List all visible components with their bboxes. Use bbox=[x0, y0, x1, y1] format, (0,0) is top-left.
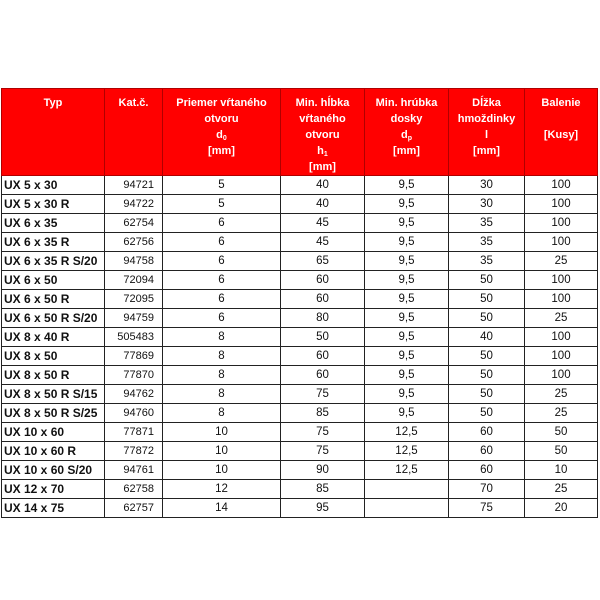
cell-min-hrubka: 9,5 bbox=[365, 404, 449, 423]
header-symbol bbox=[283, 143, 362, 159]
cell-typ: UX 8 x 50 R S/25 bbox=[2, 404, 105, 423]
cell-min-hrubka bbox=[365, 480, 449, 499]
symbol-subscript: 1 bbox=[323, 151, 328, 158]
header-text-line: Kat.č. bbox=[118, 97, 149, 109]
cell-kat-c: 94758 bbox=[105, 252, 163, 271]
table-row bbox=[2, 252, 598, 271]
cell-priemer: 5 bbox=[163, 195, 281, 214]
cell-min-hlbka: 75 bbox=[281, 385, 365, 404]
cell-kat-c: 94762 bbox=[105, 385, 163, 404]
header-unit: [mm] bbox=[473, 145, 500, 157]
cell-min-hrubka: 9,5 bbox=[365, 195, 449, 214]
cell-priemer: 6 bbox=[163, 309, 281, 328]
cell-min-hlbka: 90 bbox=[281, 461, 365, 480]
table-header bbox=[2, 89, 598, 176]
table-row bbox=[2, 404, 598, 423]
cell-typ: UX 12 x 70 bbox=[2, 480, 105, 499]
cell-dlzka: 60 bbox=[449, 442, 525, 461]
cell-dlzka: 70 bbox=[449, 480, 525, 499]
cell-kat-c: 72095 bbox=[105, 290, 163, 309]
col-header-priemer bbox=[163, 89, 281, 176]
cell-min-hlbka: 85 bbox=[281, 404, 365, 423]
header-text-line: dosky bbox=[390, 113, 423, 125]
cell-typ: UX 6 x 50 R bbox=[2, 290, 105, 309]
cell-balenie: 100 bbox=[525, 366, 598, 385]
header-text-line: otvoru bbox=[204, 113, 239, 125]
cell-min-hlbka: 95 bbox=[281, 499, 365, 518]
cell-min-hlbka: 75 bbox=[281, 442, 365, 461]
cell-min-hrubka bbox=[365, 499, 449, 518]
col-header-typ bbox=[2, 89, 105, 176]
cell-dlzka: 40 bbox=[449, 328, 525, 347]
cell-balenie: 100 bbox=[525, 271, 598, 290]
table-row bbox=[2, 442, 598, 461]
col-header-min-hrubka bbox=[365, 89, 449, 176]
table-row bbox=[2, 328, 598, 347]
cell-balenie: 100 bbox=[525, 347, 598, 366]
cell-balenie: 100 bbox=[525, 328, 598, 347]
cell-typ: UX 6 x 50 R S/20 bbox=[2, 309, 105, 328]
cell-kat-c: 505483 bbox=[105, 328, 163, 347]
cell-priemer: 6 bbox=[163, 252, 281, 271]
cell-dlzka: 50 bbox=[449, 309, 525, 328]
cell-balenie: 25 bbox=[525, 309, 598, 328]
cell-balenie: 10 bbox=[525, 461, 598, 480]
cell-dlzka: 35 bbox=[449, 214, 525, 233]
cell-min-hlbka: 60 bbox=[281, 271, 365, 290]
symbol-base: l bbox=[484, 129, 489, 141]
cell-balenie: 25 bbox=[525, 385, 598, 404]
symbol-subscript: 0 bbox=[222, 135, 227, 142]
cell-balenie: 50 bbox=[525, 423, 598, 442]
cell-typ: UX 6 x 35 R bbox=[2, 233, 105, 252]
header-row bbox=[2, 89, 598, 176]
header-text-line: Priemer vŕtaného bbox=[176, 97, 267, 109]
cell-dlzka: 75 bbox=[449, 499, 525, 518]
cell-kat-c: 72094 bbox=[105, 271, 163, 290]
col-header-balenie bbox=[525, 89, 598, 176]
header-symbol bbox=[451, 127, 522, 143]
header-unit: [mm] bbox=[309, 161, 336, 173]
table-row bbox=[2, 176, 598, 195]
cell-kat-c: 94759 bbox=[105, 309, 163, 328]
cell-kat-c: 77871 bbox=[105, 423, 163, 442]
cell-typ: UX 10 x 60 R bbox=[2, 442, 105, 461]
cell-min-hrubka: 9,5 bbox=[365, 347, 449, 366]
cell-priemer: 6 bbox=[163, 214, 281, 233]
cell-min-hrubka: 9,5 bbox=[365, 309, 449, 328]
cell-priemer: 5 bbox=[163, 176, 281, 195]
cell-balenie: 20 bbox=[525, 499, 598, 518]
cell-priemer: 10 bbox=[163, 442, 281, 461]
cell-kat-c: 94760 bbox=[105, 404, 163, 423]
table-row bbox=[2, 366, 598, 385]
cell-priemer: 14 bbox=[163, 499, 281, 518]
cell-balenie: 100 bbox=[525, 176, 598, 195]
cell-balenie: 25 bbox=[525, 404, 598, 423]
cell-balenie: 100 bbox=[525, 233, 598, 252]
cell-priemer: 10 bbox=[163, 423, 281, 442]
cell-typ: UX 8 x 40 R bbox=[2, 328, 105, 347]
table-row bbox=[2, 233, 598, 252]
cell-dlzka: 50 bbox=[449, 385, 525, 404]
header-symbol bbox=[367, 127, 446, 143]
table-row bbox=[2, 385, 598, 404]
cell-min-hrubka: 9,5 bbox=[365, 214, 449, 233]
cell-priemer: 12 bbox=[163, 480, 281, 499]
cell-typ: UX 8 x 50 R bbox=[2, 366, 105, 385]
cell-kat-c: 62754 bbox=[105, 214, 163, 233]
cell-dlzka: 50 bbox=[449, 404, 525, 423]
cell-min-hlbka: 60 bbox=[281, 366, 365, 385]
cell-dlzka: 30 bbox=[449, 176, 525, 195]
cell-min-hlbka: 40 bbox=[281, 176, 365, 195]
cell-dlzka: 50 bbox=[449, 366, 525, 385]
cell-typ: UX 5 x 30 R bbox=[2, 195, 105, 214]
cell-priemer: 8 bbox=[163, 404, 281, 423]
cell-dlzka: 50 bbox=[449, 290, 525, 309]
table-row bbox=[2, 195, 598, 214]
cell-typ: UX 14 x 75 bbox=[2, 499, 105, 518]
col-header-dlzka bbox=[449, 89, 525, 176]
cell-balenie: 25 bbox=[525, 252, 598, 271]
col-header-min-hlbka bbox=[281, 89, 365, 176]
cell-dlzka: 50 bbox=[449, 271, 525, 290]
cell-min-hlbka: 40 bbox=[281, 195, 365, 214]
table-row bbox=[2, 423, 598, 442]
cell-min-hlbka: 75 bbox=[281, 423, 365, 442]
cell-typ: UX 6 x 50 bbox=[2, 271, 105, 290]
symbol-base: d bbox=[400, 129, 408, 141]
cell-min-hrubka: 12,5 bbox=[365, 442, 449, 461]
cell-priemer: 10 bbox=[163, 461, 281, 480]
header-unit: [mm] bbox=[393, 145, 420, 157]
col-header-kat-c bbox=[105, 89, 163, 176]
header-text-line: Balenie bbox=[541, 97, 581, 109]
cell-priemer: 8 bbox=[163, 328, 281, 347]
cell-min-hrubka: 12,5 bbox=[365, 423, 449, 442]
cell-dlzka: 50 bbox=[449, 347, 525, 366]
cell-min-hrubka: 9,5 bbox=[365, 328, 449, 347]
table-row bbox=[2, 480, 598, 499]
cell-balenie: 100 bbox=[525, 214, 598, 233]
cell-dlzka: 30 bbox=[449, 195, 525, 214]
header-text-line: Typ bbox=[43, 97, 63, 109]
cell-typ: UX 8 x 50 bbox=[2, 347, 105, 366]
cell-balenie: 50 bbox=[525, 442, 598, 461]
cell-kat-c: 77870 bbox=[105, 366, 163, 385]
header-text-line: Dĺžka bbox=[472, 97, 501, 109]
cell-min-hlbka: 45 bbox=[281, 214, 365, 233]
cell-dlzka: 35 bbox=[449, 252, 525, 271]
header-text-line: hmoždinky bbox=[457, 113, 516, 125]
cell-min-hlbka: 60 bbox=[281, 290, 365, 309]
table-row bbox=[2, 499, 598, 518]
cell-typ: UX 5 x 30 bbox=[2, 176, 105, 195]
cell-kat-c: 94721 bbox=[105, 176, 163, 195]
cell-priemer: 6 bbox=[163, 233, 281, 252]
cell-typ: UX 10 x 60 bbox=[2, 423, 105, 442]
cell-min-hrubka: 12,5 bbox=[365, 461, 449, 480]
symbol-base: h bbox=[317, 145, 324, 157]
symbol-subscript: p bbox=[407, 135, 412, 142]
cell-min-hrubka: 9,5 bbox=[365, 233, 449, 252]
cell-typ: UX 10 x 60 S/20 bbox=[2, 461, 105, 480]
table-body bbox=[2, 176, 598, 518]
table-row bbox=[2, 214, 598, 233]
table-row bbox=[2, 309, 598, 328]
cell-balenie: 100 bbox=[525, 290, 598, 309]
cell-min-hlbka: 50 bbox=[281, 328, 365, 347]
cell-priemer: 8 bbox=[163, 385, 281, 404]
cell-min-hrubka: 9,5 bbox=[365, 290, 449, 309]
cell-dlzka: 60 bbox=[449, 461, 525, 480]
cell-kat-c: 77869 bbox=[105, 347, 163, 366]
header-text-line: vŕtaného otvoru bbox=[299, 113, 346, 141]
cell-min-hlbka: 65 bbox=[281, 252, 365, 271]
cell-balenie: 100 bbox=[525, 195, 598, 214]
table-row bbox=[2, 290, 598, 309]
cell-priemer: 8 bbox=[163, 347, 281, 366]
header-text-line: Min. hĺbka bbox=[295, 97, 350, 109]
header-symbol bbox=[165, 127, 278, 143]
cell-dlzka: 60 bbox=[449, 423, 525, 442]
cell-dlzka: 35 bbox=[449, 233, 525, 252]
cell-balenie: 25 bbox=[525, 480, 598, 499]
cell-kat-c: 62756 bbox=[105, 233, 163, 252]
header-text-line: Min. hrúbka bbox=[375, 97, 438, 109]
cell-priemer: 6 bbox=[163, 271, 281, 290]
cell-min-hrubka: 9,5 bbox=[365, 271, 449, 290]
header-unit: [mm] bbox=[208, 145, 235, 157]
cell-kat-c: 94722 bbox=[105, 195, 163, 214]
table-row bbox=[2, 271, 598, 290]
cell-priemer: 8 bbox=[163, 366, 281, 385]
cell-min-hrubka: 9,5 bbox=[365, 366, 449, 385]
cell-min-hrubka: 9,5 bbox=[365, 252, 449, 271]
cell-priemer: 6 bbox=[163, 290, 281, 309]
cell-kat-c: 62758 bbox=[105, 480, 163, 499]
header-unit: [Kusy] bbox=[543, 129, 579, 141]
table-row bbox=[2, 347, 598, 366]
cell-min-hlbka: 85 bbox=[281, 480, 365, 499]
cell-typ: UX 8 x 50 R S/15 bbox=[2, 385, 105, 404]
cell-typ: UX 6 x 35 R S/20 bbox=[2, 252, 105, 271]
table-row bbox=[2, 461, 598, 480]
cell-min-hlbka: 45 bbox=[281, 233, 365, 252]
cell-kat-c: 77872 bbox=[105, 442, 163, 461]
cell-kat-c: 62757 bbox=[105, 499, 163, 518]
cell-kat-c: 94761 bbox=[105, 461, 163, 480]
cell-min-hrubka: 9,5 bbox=[365, 385, 449, 404]
cell-typ: UX 6 x 35 bbox=[2, 214, 105, 233]
cell-min-hrubka: 9,5 bbox=[365, 176, 449, 195]
cell-min-hlbka: 60 bbox=[281, 347, 365, 366]
cell-min-hlbka: 80 bbox=[281, 309, 365, 328]
product-table bbox=[1, 88, 598, 518]
symbol-base: d bbox=[216, 129, 223, 141]
